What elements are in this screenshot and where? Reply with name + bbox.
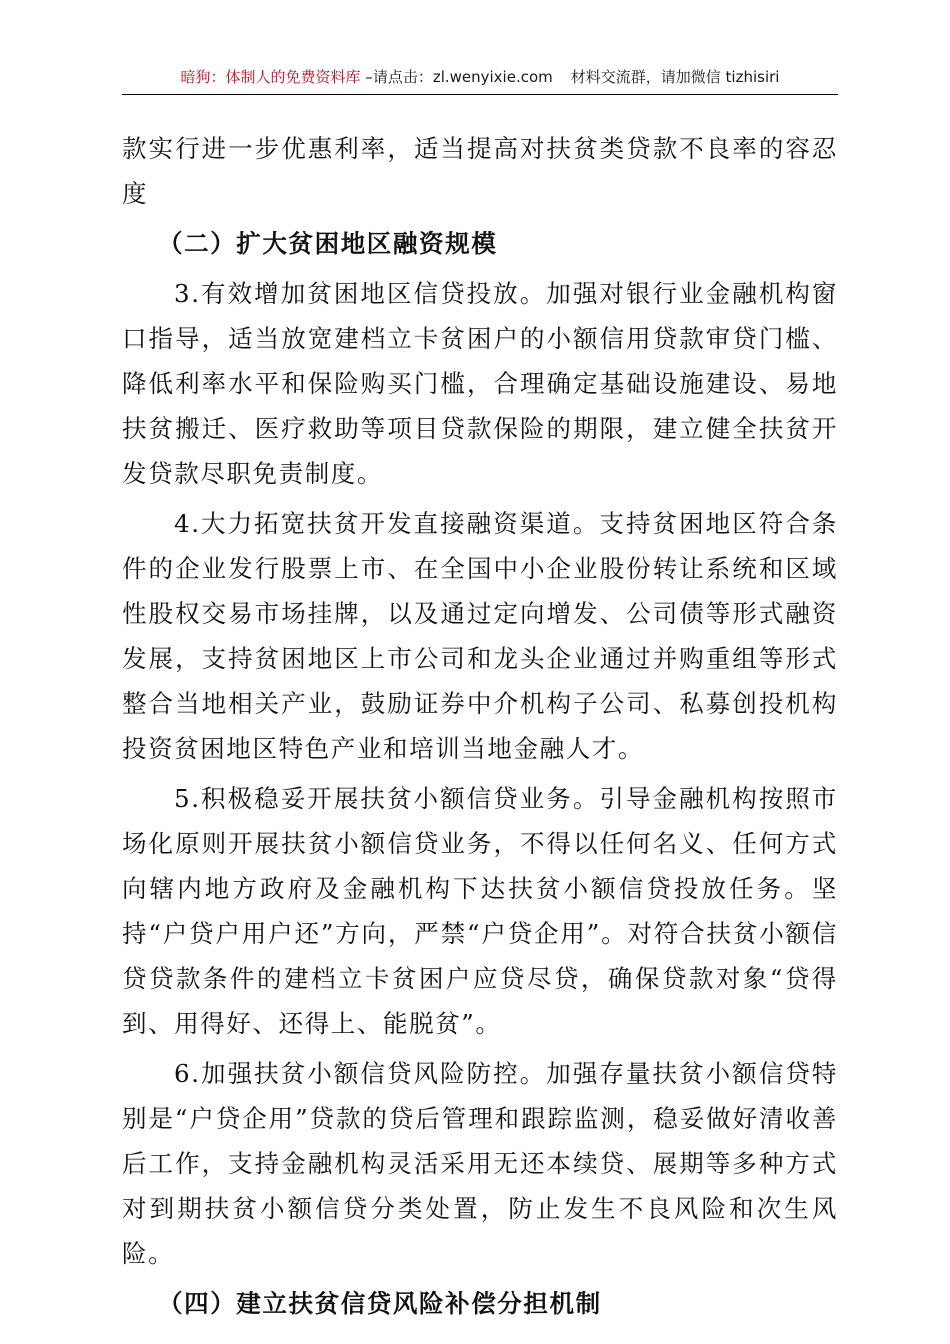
section-heading-4: （四）建立扶贫信贷风险补偿分担机制 <box>158 1289 602 1318</box>
header-click-prompt: –请点击： <box>360 68 433 86</box>
document-body <box>122 126 838 1326</box>
page-header <box>122 66 838 95</box>
header-url-link[interactable]: zl.wenyixie.com <box>432 68 553 86</box>
paragraph-item-6: 6.加强扶贫小额信贷风险防控。加强存量扶贫小额信贷特别是“户贷企用”贷款的贷后管理和跟踪监测，稳妥做好清收善后工作，支持金融机构灵活采用无还本续贷、展期等多种方式对到期扶贫小额信贷分类处置，防止发生不良风险和次生风险。 <box>122 1059 838 1268</box>
paragraph-item-4: 4.大力拓宽扶贫开发直接融资渠道。支持贫困地区符合条件的企业发行股票上市、在全国中小企业股份转让系统和区域性股权交易市场挂牌，以及通过定向增发、公司债等形式融资发展，支持贫困地区上市公司和龙头企业通过并购重组等形式整合当地相关产业，鼓励证券中介机构子公司、私募创投机构投资贫困地区特色产业和培训当地金融人才。 <box>122 509 838 763</box>
header-wechat-note: 材料交流群，请加微信 tizhisiri <box>570 68 780 86</box>
header-site-name: 暗狗：体制人的免费资料库 <box>180 68 361 86</box>
paragraph-continuation: 款实行进一步优惠利率，适当提高对扶贫类贷款不良率的容忍度 <box>122 134 838 208</box>
section-heading-2: （二）扩大贫困地区融资规模 <box>158 229 498 258</box>
paragraph-item-3: 3.有效增加贫困地区信贷投放。加强对银行业金融机构窗口指导，适当放宽建档立卡贫困户的小额信用贷款审贷门槛、降低利率水平和保险购买门槛，合理确定基础设施建设、易地扶贫搬迁、医疗救助等项目贷款保险的期限，建立健全扶贫开发贷款尽职免责制度。 <box>122 279 838 488</box>
paragraph-item-5: 5.积极稳妥开展扶贫小额信贷业务。引导金融机构按照市场化原则开展扶贫小额信贷业务，不得以任何名义、任何方式向辖内地方政府及金融机构下达扶贫小额信贷投放任务。坚持“户贷户用户还”方向，严禁“户贷企用”。对符合扶贫小额信贷贷款条件的建档立卡贫困户应贷尽贷，确保贷款对象“贷得到、用得好、还得上、能脱贫”。 <box>122 784 838 1038</box>
